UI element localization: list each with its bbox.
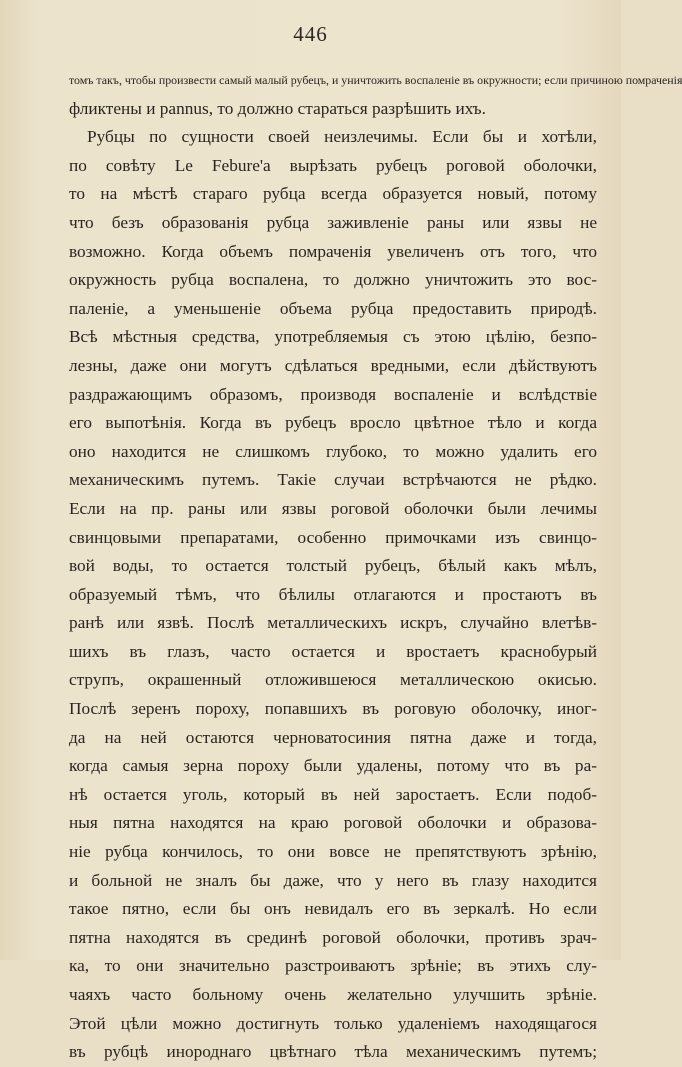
text-line: фликтены и pannus, то должно стараться разрѣшить ихъ. bbox=[69, 98, 486, 118]
text-line: ніе рубца кончилось, то они вовсе не препятствуютъ зрѣнію, bbox=[69, 842, 597, 862]
text-line: свинцовыми препаратами, особенно примочками изъ свинцо- bbox=[69, 527, 597, 547]
text-line: ка, то они значительно разстроиваютъ зрѣніе; въ этихъ слу- bbox=[69, 956, 597, 976]
text-line: и больной не зналъ бы даже, что у него въ глазу находится bbox=[69, 870, 597, 890]
body-text bbox=[69, 66, 682, 1067]
text-line: чаяхъ часто больному очень желательно улучшить зрѣніе. bbox=[69, 985, 597, 1004]
text-line: такое пятно, если бы онъ невидалъ его въ зеркалѣ. Но если bbox=[69, 899, 597, 919]
text-line: Если на пр. раны или язвы роговой оболочки были лечимы bbox=[69, 498, 597, 518]
text-line: механическимъ путемъ. Такіе случаи встрѣчаются не рѣдко. bbox=[69, 470, 597, 490]
text-line: лезны, даже они могутъ сдѣлаться вредными, если дѣйствуютъ bbox=[69, 355, 597, 375]
text-line: нѣ остается уголь, который въ ней заростаетъ. Если подоб- bbox=[69, 784, 597, 804]
text-line: ныя пятна находятся на краю роговой оболочки и образова- bbox=[69, 813, 597, 833]
text-line: въ рубцѣ инороднаго цвѣтнаго тѣла механическимъ путемъ; bbox=[69, 1042, 597, 1062]
text-line: его выпотѣнія. Когда въ рубецъ вросло цвѣтное тѣло и когда bbox=[69, 413, 597, 433]
text-line: вой воды, то остается толстый рубецъ, бѣлый какъ мѣлъ, bbox=[69, 556, 597, 576]
text-line: паленіе, а уменьшеніе объема рубца предоставить природѣ. bbox=[69, 298, 597, 318]
text-line: образуемый тѣмъ, что бѣлилы отлагаются и простаютъ въ bbox=[69, 584, 597, 604]
text-line: то на мѣстѣ стараго рубца всегда образуется новый, потому bbox=[69, 184, 597, 204]
text-line: томъ такъ, чтобы произвести самый малый рубецъ, и уничтожить воспаленіе въ окружности; если причиною помраченія bbox=[69, 73, 682, 87]
text-line: да на ней остаются черноватосиния пятна даже и тогда, bbox=[69, 727, 597, 747]
text-line: струпъ, окрашенный отложившеюся металлическою окисью. bbox=[69, 670, 597, 690]
text-line: пятна находятся въ срединѣ роговой оболочки, противъ зрач- bbox=[69, 927, 597, 947]
text-line: шихъ въ глазъ, часто остается и вростаетъ краснобурый bbox=[69, 641, 597, 661]
text-line: что безъ образованія рубца заживленіе раны или язвы не bbox=[69, 212, 597, 232]
text-line: возможно. Когда объемъ помраченія увеличенъ отъ того, что bbox=[69, 241, 597, 261]
text-line: ранѣ или язвѣ. Послѣ металлическихъ искръ, случайно влетѣв- bbox=[69, 613, 597, 633]
text-line: Всѣ мѣстныя средства, употребляемыя съ этою цѣлію, безпо- bbox=[69, 327, 597, 347]
text-line: Послѣ зеренъ пороху, попавшихъ въ роговую оболочку, иног- bbox=[69, 699, 597, 719]
text-line: раздражающимъ образомъ, производя воспаленіе и вслѣдствіе bbox=[69, 384, 597, 404]
text-line: по совѣту Le Febure'a вырѣзать рубецъ роговой оболочки, bbox=[69, 155, 597, 175]
text-line: когда самыя зерна пороху были удалены, потому что въ ра- bbox=[69, 756, 597, 776]
text-line: Рубцы по сущности своей неизлечимы. Если бы и хотѣли, bbox=[87, 127, 597, 147]
text-line: оно находится не слишкомъ глубоко, то можно удалить его bbox=[69, 441, 597, 461]
text-line: Этой цѣли можно достигнуть только удаленіемъ находящагося bbox=[69, 1013, 597, 1033]
page-number: 446 bbox=[293, 22, 328, 46]
text-line: окружность рубца воспалена, то должно уничтожить это вос- bbox=[69, 270, 597, 290]
